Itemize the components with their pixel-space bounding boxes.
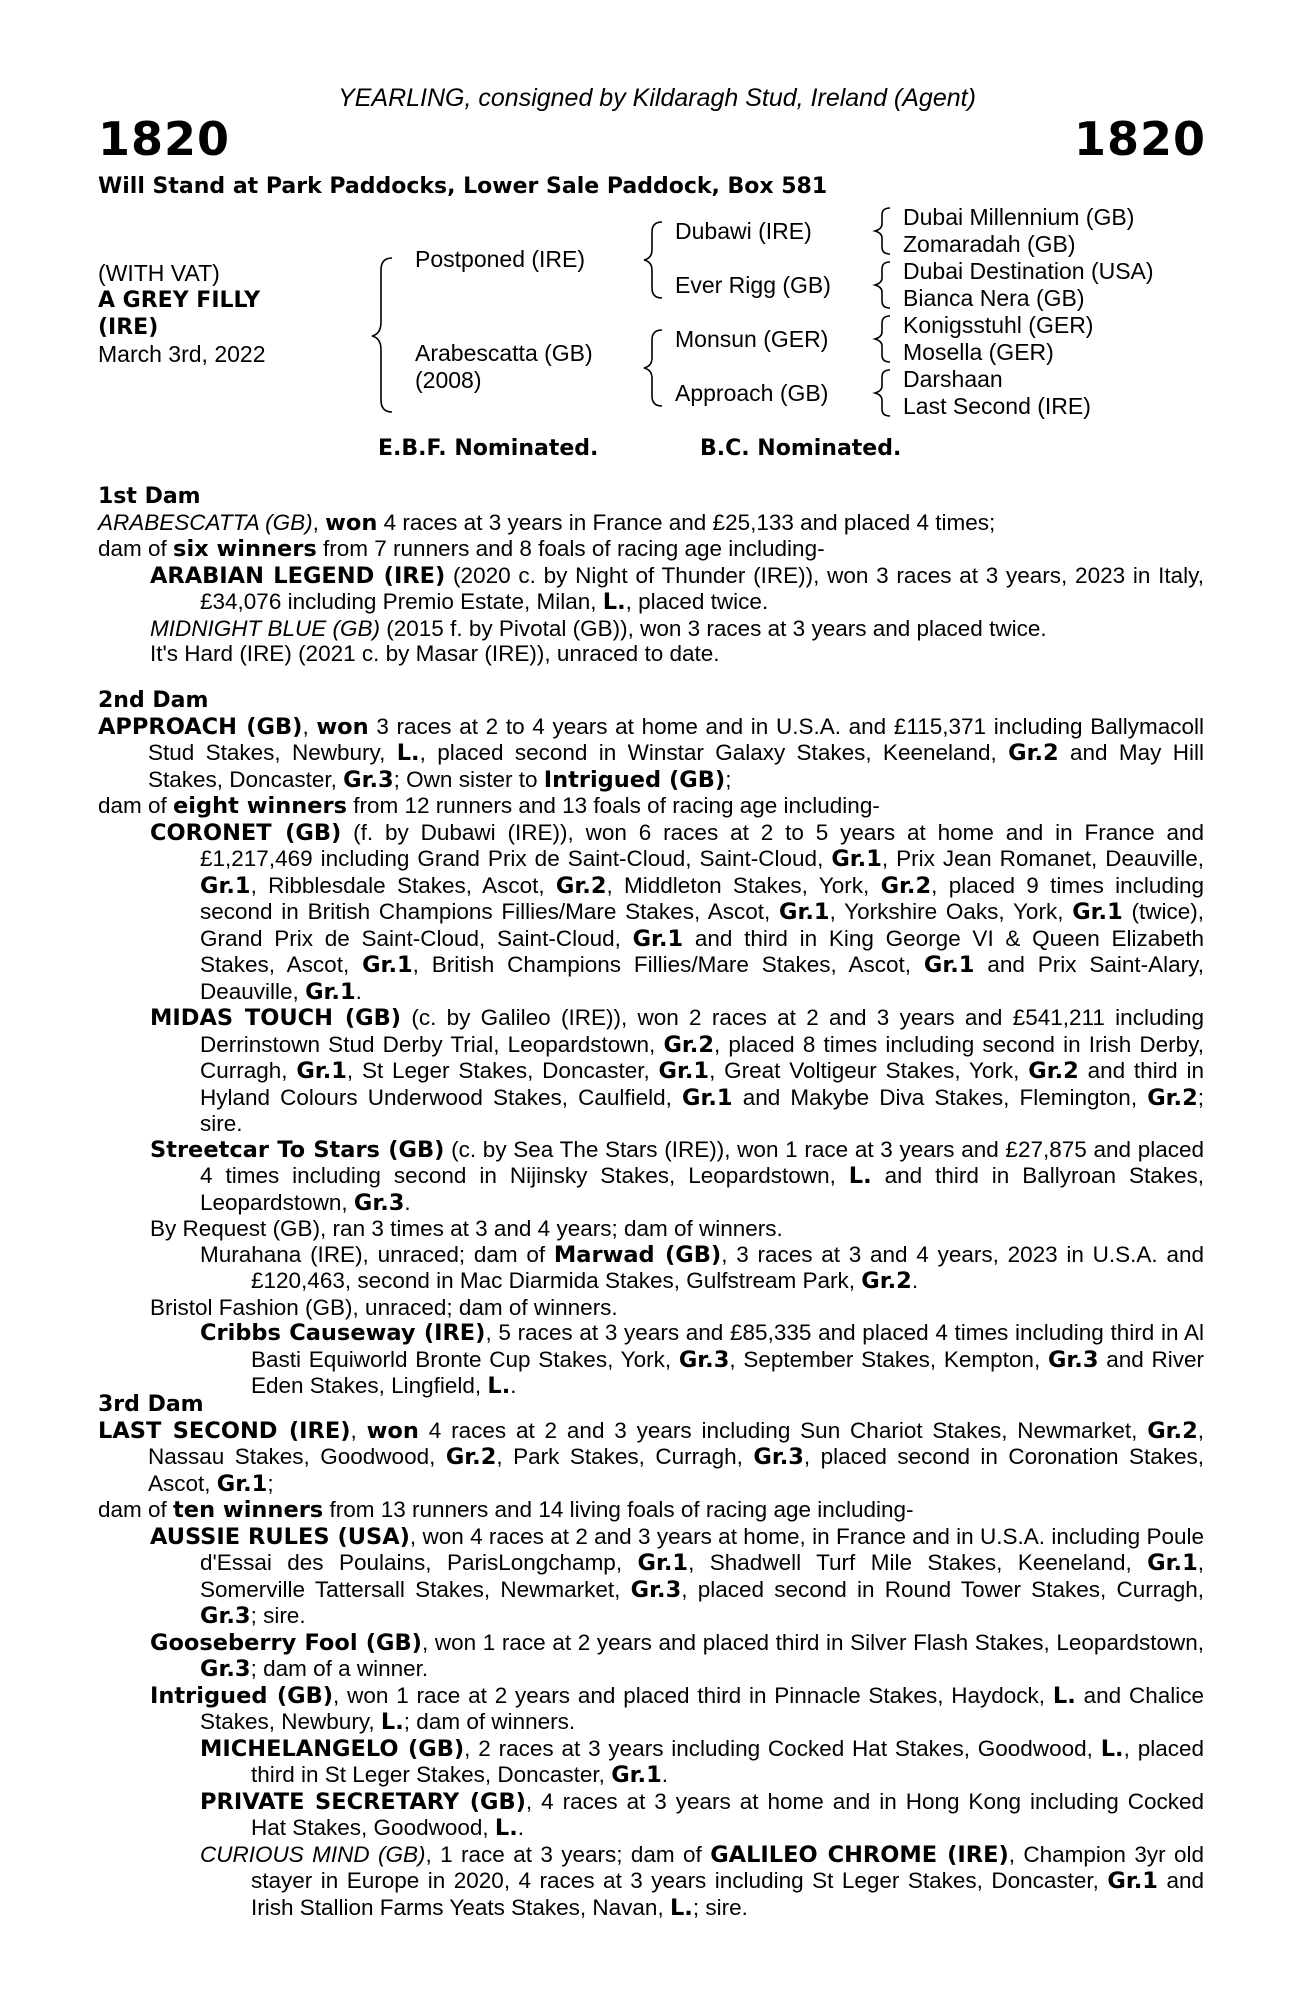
lot-number-left: 1820 [98,112,231,166]
second-dam-heading: 2nd Dam [98,688,209,713]
produce-michelangelo: MICHELANGELO (GB), 2 races at 3 years including Cocked Hat Stakes, Goodwood, L., placed third in St Leger Stakes, Doncaster, Gr.1. [200,1735,1205,1788]
produce-curious-mind: CURIOUS MIND (GB), 1 race at 3 years; dam of GALILEO CHROME (IRE), Champion 3yr old stayer in Europe in 2020, 4 races at 3 years including St Leger Stakes, Doncaster, Gr.1 and Irish Stallion Farms Yeats Stakes, Navan, L.; sire. [200,1841,1204,1921]
produce-private-secretary: PRIVATE SECRETARY (GB), 4 races at 3 years at home and in Hong Kong including Cocked Hat Stakes, Goodwood, L.. [200,1788,1205,1841]
second-dam-intro: APPROACH (GB), won 3 races at 2 to 4 years at home and in U.S.A. and £115,371 including Ballymacoll Stud Stakes, Newbury, L., placed second in Winstar Galaxy Stakes, Keeneland, Gr.2 and May Hill Stakes, Doncaster, Gr.3; Own sister to Intrigued (GB); [98,713,1205,793]
brace-gen3-3 [875,316,890,362]
pedigree-sire-dam: Ever Rigg (GB) [675,272,831,298]
third-dam-produce-summary: dam of ten winners from 13 runners and 14 living foals of racing age including- [98,1497,914,1523]
second-dam-section [98,688,1204,1400]
third-dam-heading: 3rd Dam [98,1392,204,1417]
pedigree-dam-sire: Monsun (GER) [675,326,829,352]
ebf-nominated: E.B.F. Nominated. [378,436,599,461]
produce-gooseberry-fool: Gooseberry Fool (GB), won 1 race at 2 years and placed third in Silver Flash Stakes, Leopardstown, Gr.3; dam of a winner. [150,1629,1204,1682]
first-dam-intro: ARABESCATTA (GB), won 4 races at 3 years in France and £25,133 and placed 4 times; [98,509,996,536]
bc-nominated: B.C. Nominated. [700,436,902,461]
produce-intrigued: Intrigued (GB), won 1 race at 2 years and placed third in Pinnacle Stakes, Haydock, L. and Chalice Stakes, Newbury, L.; dam of winners. [150,1682,1204,1735]
second-dam-produce-summary: dam of eight winners from 12 runners and 13 foals of racing age including- [98,793,880,819]
produce-its-hard: It's Hard (IRE) (2021 c. by Masar (IRE)), unraced to date. [150,641,720,666]
pedigree-dam: Arabescatta (GB) [415,340,593,366]
produce-cribbs-causeway: Cribbs Causeway (IRE), 5 races at 3 years and £85,335 and placed 4 times including third in Al Basti Equiworld Bronte Cup Stakes, York, Gr.3, September Stakes, Kempton, Gr.3 and River Eden Stakes, Lingfield, L.. [200,1320,1204,1399]
consignor-subtitle: YEARLING, consigned by Kildaragh Stud, Ireland (Agent) [338,84,976,112]
pedigree-g3-6: Mosella (GER) [903,339,1054,365]
pedigree-g3-4: Bianca Nera (GB) [903,285,1085,311]
first-dam-produce-summary: dam of six winners from 7 runners and 8 foals of racing age including- [98,536,825,562]
pedigree-g3-5: Konigsstuhl (GER) [903,312,1094,338]
horse-name-country: (IRE) [98,315,159,340]
pedigree-g3-1: Dubai Millennium (GB) [903,204,1135,230]
brace-gen2-dam [644,330,662,406]
stand-location: Will Stand at Park Paddocks, Lower Sale Paddock, Box 581 [98,174,828,199]
horse-name: A GREY FILLY [98,288,261,313]
first-dam-section [98,484,1204,667]
pedigree-g3-8: Last Second (IRE) [903,393,1091,419]
pedigree-sire-sire: Dubawi (IRE) [675,218,812,244]
pedigree-sire: Postponed (IRE) [415,246,586,272]
produce-arabian-legend: ARABIAN LEGEND (IRE) (2020 c. by Night of Thunder (IRE)), won 3 races at 3 years, 2023 in Italy, £34,076 including Premio Estate, Milan, L., placed twice. [150,562,1204,615]
brace-gen3-4 [875,370,890,416]
lot-number-right: 1820 [1073,112,1206,166]
produce-midas-touch: MIDAS TOUCH (GB) (c. by Galileo (IRE)), won 2 races at 2 and 3 years and £541,211 including Derrinstown Stud Derby Trial, Leopardstown, Gr.2, placed 8 times including second in Irish Derby, Curragh, Gr.1, St Leger Stakes, Doncaster, Gr.1, Great Voltigeur Stakes, York, Gr.2 and third in Hyland Colours Underwood Stakes, Caulfield, Gr.1 and Makybe Diva Stakes, Flemington, Gr.2; sire. [150,1005,1205,1136]
pedigree-g3-2: Zomaradah (GB) [903,231,1076,257]
vat-note: (WITH VAT) [98,260,220,286]
produce-bristol-fashion: Bristol Fashion (GB), unraced; dam of winners. [150,1294,618,1320]
pedigree-g3-3: Dubai Destination (USA) [903,258,1154,284]
pedigree-dam-year: (2008) [415,367,482,393]
produce-by-request: By Request (GB), ran 3 times at 3 and 4 years; dam of winners. [150,1216,783,1241]
third-dam-intro: LAST SECOND (IRE), won 4 races at 2 and 3 years including Sun Chariot Stakes, Newmarket, Gr.2, Nassau Stakes, Goodwood, Gr.2, Park Stakes, Curragh, Gr.3, placed second in Coronation Stakes, Ascot, Gr.1; [98,1417,1205,1497]
brace-gen3-2 [875,262,890,308]
produce-aussie-rules: AUSSIE RULES (USA), won 4 races at 2 and 3 years at home, in France and in U.S.A. including Poule d'Essai des Poulains, ParisLongchamp, Gr.1, Shadwell Turf Mile Stakes, Keeneland, Gr.1, Somerville Tattersall Stakes, Newmarket, Gr.3, placed second in Round Tower Stakes, Curragh, Gr.3; sire. [150,1523,1205,1629]
brace-gen2-sire [644,222,662,298]
first-dam-heading: 1st Dam [98,484,201,509]
produce-midnight-blue: MIDNIGHT BLUE (GB) (2015 f. by Pivotal (GB)), won 3 races at 3 years and placed twice. [150,615,1047,641]
brace-gen1 [372,258,392,412]
pedigree-dam-dam: Approach (GB) [675,380,829,406]
brace-gen3-1 [875,208,890,254]
produce-murahana: Murahana (IRE), unraced; dam of Marwad (GB), 3 races at 3 and 4 years, 2023 in U.S.A. and £120,463, second in Mac Diarmida Stakes, Gulfstream Park, Gr.2. [200,1241,1204,1294]
third-dam-section [98,1392,1204,1921]
pedigree-g3-7: Darshaan [903,366,1003,392]
produce-streetcar-to-stars: Streetcar To Stars (GB) (c. by Sea The Stars (IRE)), won 1 race at 3 years and £27,875 and placed 4 times including second in Nijinsky Stakes, Leopardstown, L. and third in Ballyroan Stakes, Leopardstown, Gr.3. [150,1136,1205,1216]
produce-coronet: CORONET (GB) (f. by Dubawi (IRE)), won 6 races at 2 to 5 years at home and in France and £1,217,469 including Grand Prix de Saint-Cloud, Saint-Cloud, Gr.1, Prix Jean Romanet, Deauville, Gr.1, Ribblesdale Stakes, Ascot, Gr.2, Middleton Stakes, York, Gr.2, placed 9 times including second in British Champions Fillies/Mare Stakes, Ascot, Gr.1, Yorkshire Oaks, York, Gr.1 (twice), Grand Prix de Saint-Cloud, Saint-Cloud, Gr.1 and third in King George VI & Queen Elizabeth Stakes, Ascot, Gr.1, British Champions Fillies/Mare Stakes, Ascot, Gr.1 and Prix Saint-Alary, Deauville, Gr.1. [150,819,1205,1005]
date-of-birth: March 3rd, 2022 [98,341,266,367]
